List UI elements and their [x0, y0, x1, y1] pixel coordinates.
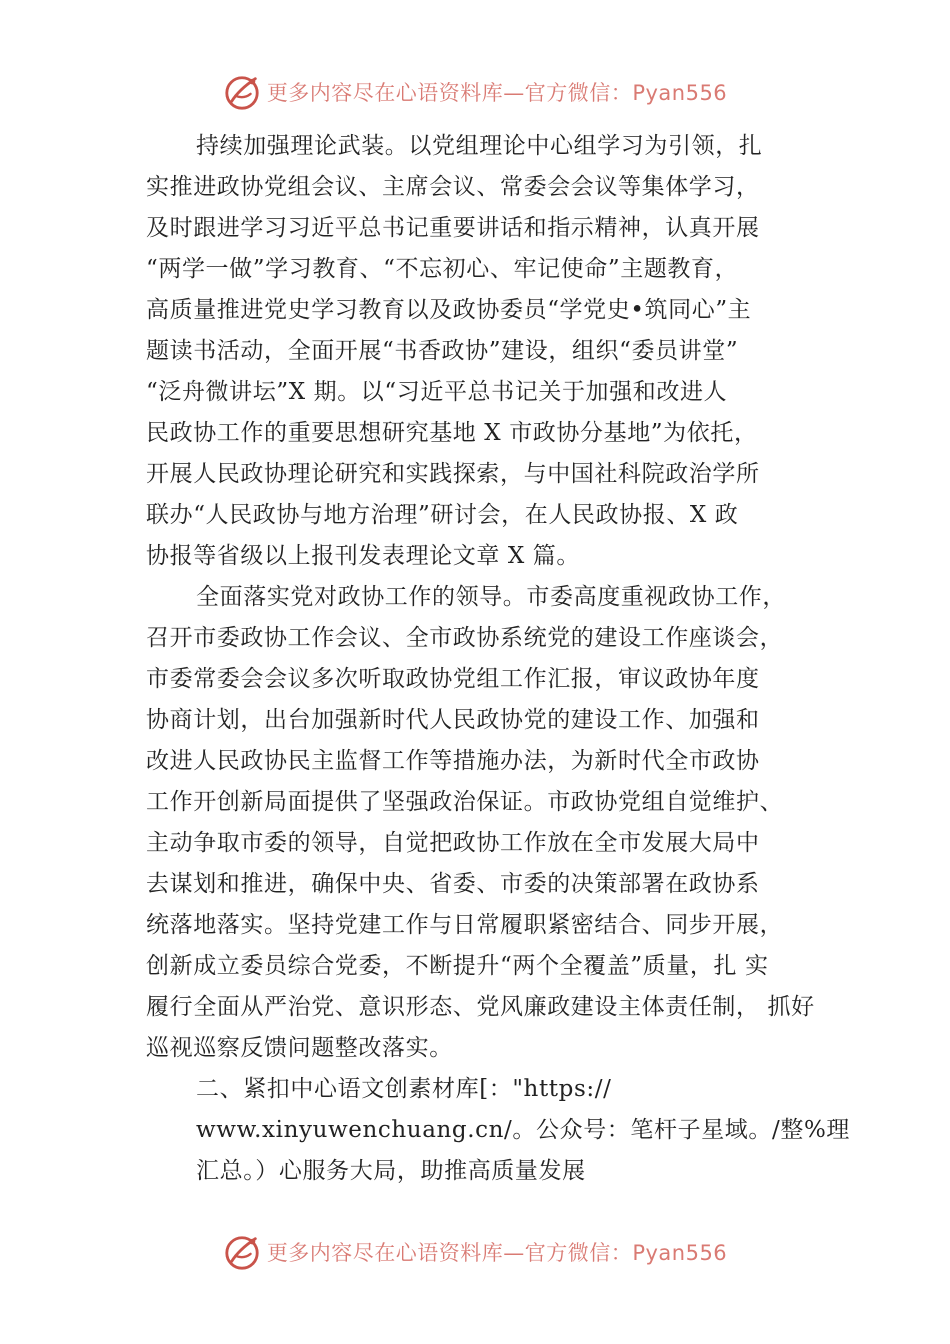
text-line: 巡视巡察反馈问题整改落实。 [146, 1035, 453, 1061]
text-line: 协商计划，出台加强新时代人民政协党的建设工作、加强和 [146, 707, 760, 733]
text-line: 实推进政协党组会议、主席会议、常委会会议等集体学习， [146, 174, 760, 200]
text-line: 持续加强理论武装。以党组理论中心组学习为引领，扎 [196, 133, 763, 159]
text-line: 统落地落实。坚持党建工作与日常履职紧密结合、同步开展， [146, 912, 784, 938]
text-line: 召开市委政协工作会议、全市政协系统党的建设工作座谈会， [146, 625, 784, 651]
watermark-contact: Pyan556 [632, 81, 728, 105]
text-line: 汇总。）心服务大局，助推高质量发展 [196, 1158, 586, 1184]
text-line: 工作开创新局面提供了坚强政治保证。市政协党组自觉维护、 [146, 789, 784, 815]
text-line: “两学一做”学习教育、“不忘初心、牢记使命”主题教育， [146, 256, 739, 282]
text-line: 及时跟进学习习近平总书记重要讲话和指示精神，认真开展 [146, 215, 760, 241]
text-line: 开展人民政协理论研究和实践探索，与中国社科院政治学所 [146, 461, 760, 487]
watermark-text: 更多内容尽在心语资料库—官方微信：Pyan556 [266, 1241, 728, 1265]
brush-seal-logo-icon [223, 73, 261, 111]
text-line: 履行全面从严治党、意识形态、党风廉政建设主体责任制， 抓好 [146, 994, 815, 1020]
document-body [146, 126, 851, 1192]
text-line: 主动争取市委的领导，自觉把政协工作放在全市发展大局中 [146, 830, 760, 856]
text-line: “泛舟微讲坛”X 期。以“习近平总书记关于加强和改进人 [146, 379, 728, 405]
watermark-text: 更多内容尽在心语资料库—官方微信：Pyan556 [266, 81, 728, 105]
text-line: 二、紧扣中心语文创素材库[："https:// [196, 1076, 612, 1102]
text-line: 民政协工作的重要思想研究基地 X 市政协分基地”为依托， [146, 420, 758, 446]
brush-seal-logo-icon [223, 1233, 261, 1271]
text-line: 高质量推进党史学习教育以及政协委员“学党史•筑同心”主 [146, 297, 752, 323]
text-line: 协报等省级以上报刊发表理论文章 X 篇。 [146, 543, 580, 569]
watermark-banner-top [0, 68, 950, 116]
text-line: 联办“人民政协与地方治理”研讨会，在人民政协报、X 政 [146, 502, 739, 528]
text-line: 改进人民政协民主监督工作等措施办法，为新时代全市政协 [146, 748, 760, 774]
text-line: 创新成立委员综合党委，不断提升“两个全覆盖”质量，扎 实 [146, 953, 769, 979]
watermark-contact: Pyan556 [632, 1241, 728, 1265]
text-line: 市委常委会会议多次听取政协党组工作汇报，审议政协年度 [146, 666, 760, 692]
text-line: 题读书活动，全面开展“书香政协”建设，组织“委员讲堂” [146, 338, 739, 364]
text-line: www.xinyuwenchuang.cn/。公众号：笔杆子星域。/整%理 [196, 1117, 851, 1143]
text-line: 全面落实党对政协工作的领导。市委高度重视政协工作， [196, 584, 786, 610]
text-line: 去谋划和推进，确保中央、省委、市委的决策部署在政协系 [146, 871, 760, 897]
watermark-banner-bottom [0, 1228, 950, 1276]
